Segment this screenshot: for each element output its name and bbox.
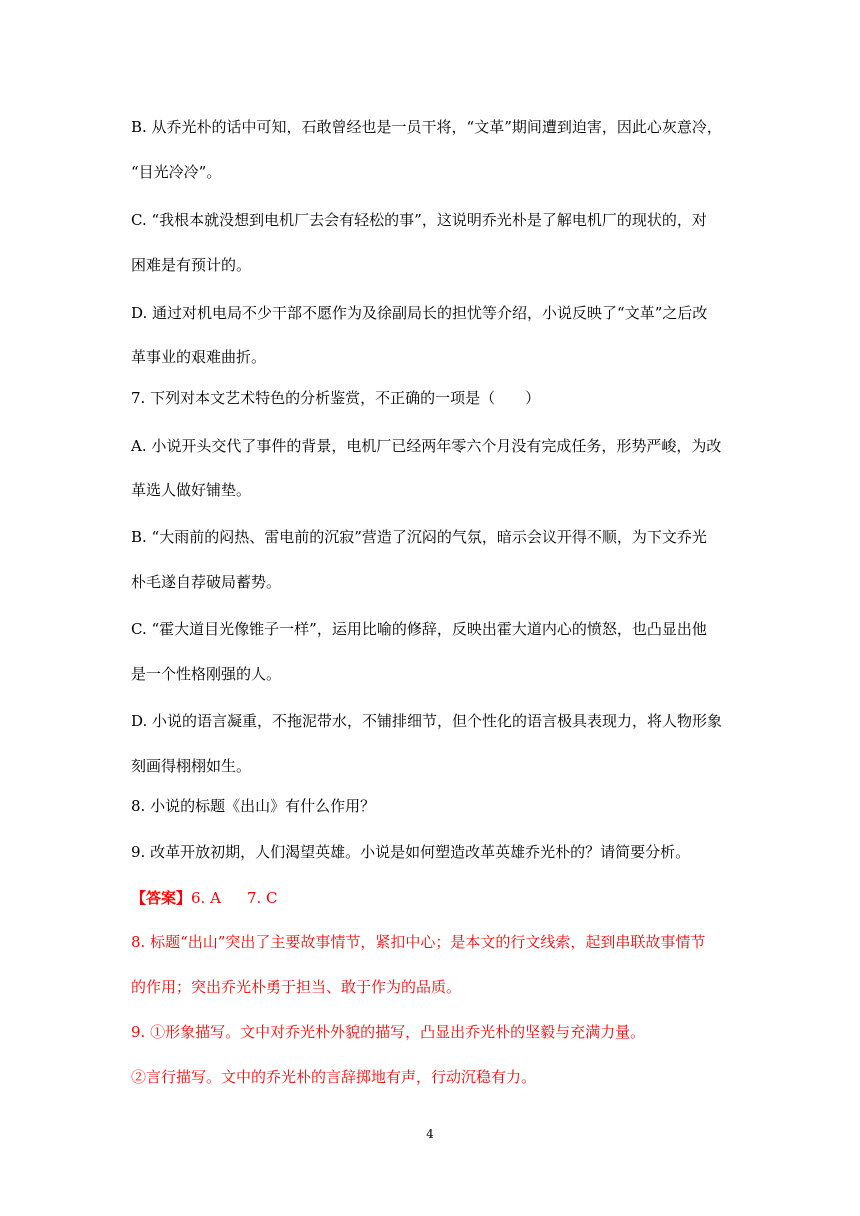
answer-9-line-2: ②言行描写。文中的乔光朴的言辞掷地有声，行动沉稳有力。 <box>131 1068 537 1086</box>
answer-q7: 7. C <box>246 889 278 907</box>
q7-option-b-line-1: B. “大雨前的闷热、雷电前的沉寂”营造了沉闷的气氛，暗示会议开得不顺，为下文乔光 <box>131 528 707 546</box>
answer-9-line-1: 9. ①形象描写。文中对乔光朴外貌的描写，凸显出乔光朴的坚毅与充满力量。 <box>131 1023 646 1041</box>
answer-line <box>131 888 731 908</box>
q7-option-b-line-2: 朴毛遂自荐破局蓄势。 <box>131 573 282 591</box>
q7-option-a-line-2: 革选人做好铺垫。 <box>131 481 252 499</box>
option-b-line-1: B. 从乔光朴的话中可知，石敢曾经也是一员干将，“文革”期间遭到迫害，因此心灰意冷， <box>131 118 722 136</box>
question-7: 7. 下列对本文艺术特色的分析鉴赏，不正确的一项是（ ） <box>131 389 541 407</box>
q7-option-c-line-1: C. “霍大道目光像锥子一样”，运用比喻的修辞，反映出霍大道内心的愤怒，也凸显出他 <box>131 620 707 638</box>
option-d-line-2: 革事业的艰难曲折。 <box>131 348 267 366</box>
option-d-line-1: D. 通过对机电局不少干部不愿作为及徐副局长的担忧等介绍，小说反映了“文革”之后改 <box>131 304 708 322</box>
option-c-line-2: 困难是有预计的。 <box>131 256 252 274</box>
answer-tag: 【答案】 <box>131 889 192 907</box>
option-c-line-1: C. “我根本就没想到电机厂去会有轻松的事”，这说明乔光朴是了解电机厂的现状的，对 <box>131 211 707 229</box>
page-number: 4 <box>426 1127 434 1141</box>
answer-8-line-2: 的作用；突出乔光朴勇于担当、敢于作为的品质。 <box>131 978 462 996</box>
answer-8-line-1: 8. 标题“出山”突出了主要故事情节，紧扣中心；是本文的行文线索，起到串联故事情节 <box>131 933 706 951</box>
q7-option-d-line-2: 刻画得栩栩如生。 <box>131 757 252 775</box>
q7-option-a-line-1: A. 小说开头交代了事件的背景，电机厂已经两年零六个月没有完成任务，形势严峻，为改 <box>131 437 722 455</box>
question-8: 8. 小说的标题《出山》有什么作用？ <box>131 797 376 815</box>
question-9: 9. 改革开放初期，人们渴望英雄。小说是如何塑造改革英雄乔光朴的？请简要分析。 <box>131 843 691 861</box>
option-b-line-2: “目光冷冷”。 <box>131 163 222 181</box>
q7-option-d-line-1: D. 小说的语言凝重，不拖泥带水，不铺排细节，但个性化的语言极具表现力，将人物形象 <box>131 712 723 730</box>
q7-option-c-line-2: 是一个性格刚强的人。 <box>131 665 282 683</box>
answer-q6: 6. A <box>191 889 221 907</box>
